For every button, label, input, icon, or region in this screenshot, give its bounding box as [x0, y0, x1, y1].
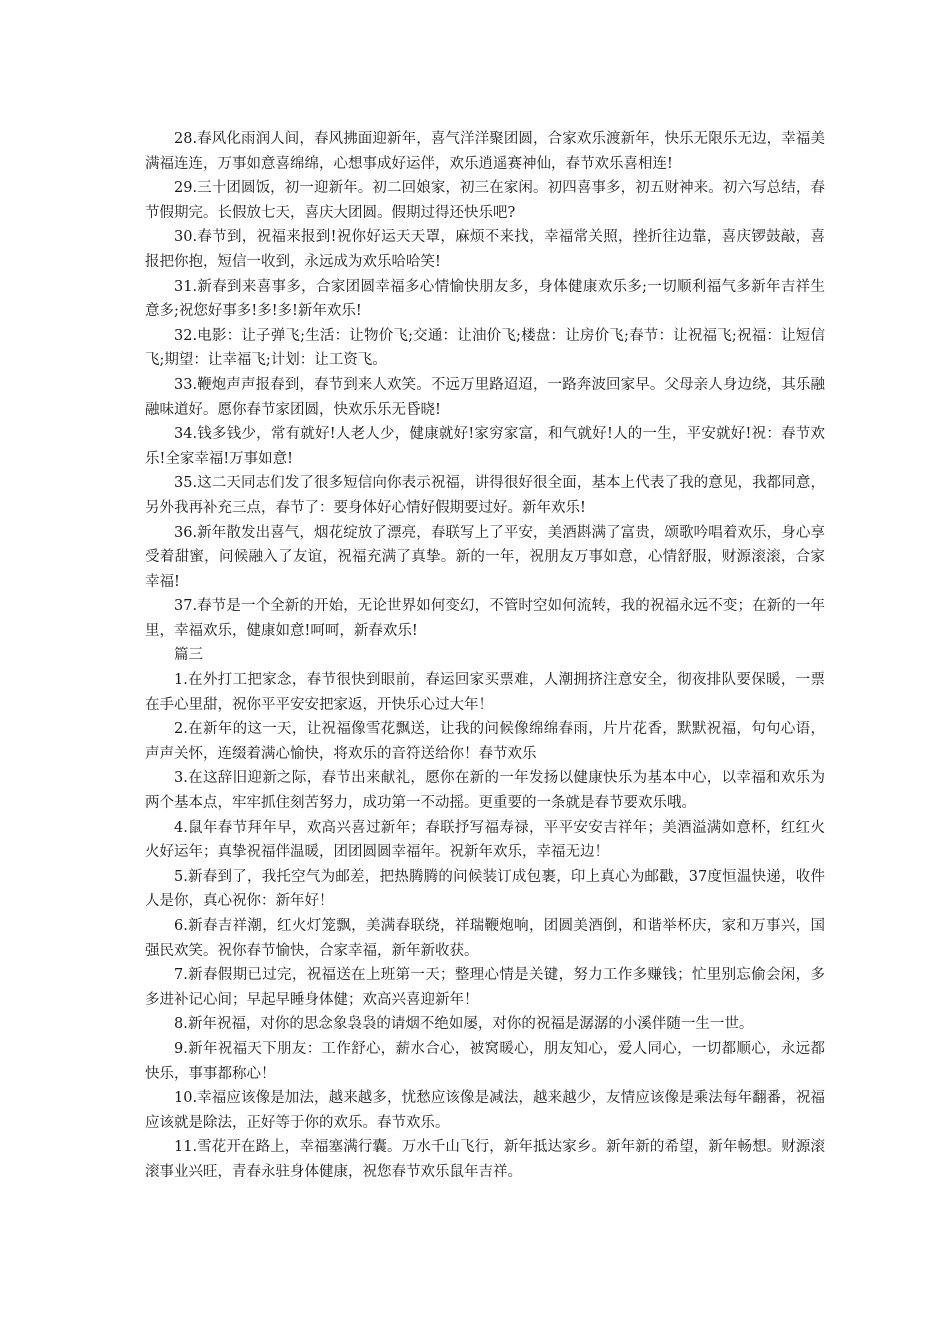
- paragraph-b-6: 6.新春吉祥潮，红火灯笼飘，美满春联绕，祥瑞鞭炮响，团圆美酒倒，和谐举杯庆，家和万事兴，国强民欢笑。祝你春节愉快，合家幸福，新年新收获。: [145, 918, 825, 959]
- paragraph-32: 32.电影：让子弹飞;生活：让物价飞;交通：让油价飞;楼盘：让房价飞;春节：让祝福飞;祝福：让短信飞;期望：让幸福飞;计划：让工资飞。: [145, 327, 825, 369]
- paragraph-b-9: 9.新年祝福天下朋友：工作舒心，薪水合心，被窝暖心，朋友知心，爱人同心，一切都顺心，永远都快乐，事事都称心！: [145, 1040, 825, 1082]
- paragraph-28: 28.春风化雨润人间，春风拂面迎新年，喜气洋洋聚团圆，合家欢乐渡新年，快乐无限乐无边，幸福美满福连连，万事如意喜绵绵，心想事成好运伴，欢乐逍遥赛神仙，春节欢乐喜相连!: [145, 131, 825, 172]
- paragraph-37: 37.春节是一个全新的开始，无论世界如何变幻，不管时空如何流转，我的祝福永远不变；在新的一年里，幸福欢乐，健康如意!呵呵，新春欢乐!: [145, 598, 825, 639]
- paragraph-31: 31.新春到来喜事多，合家团圆幸福多心情愉快朋友多，身体健康欢乐多;一切顺利福气多新年吉祥生意多;祝您好事多!多!多!新年欢乐!: [145, 278, 825, 320]
- paragraph-b-3: 3.在这辞旧迎新之际，春节出来献礼，愿你在新的一年发扬以健康快乐为基本中心，以幸福和欢乐为两个基本点，牢牢抓住刻苦努力，成功第一不动摇。更重要的一条就是春节要欢乐哦。: [145, 770, 825, 812]
- paragraph-b-7: 7.新春假期已过完，祝福送在上班第一天；整理心情是关键，努力工作多赚钱；忙里别忘偷会闲，多多进补记心间；早起早睡身体健；欢高兴喜迎新年！: [145, 967, 825, 1008]
- paragraph-33: 33.鞭炮声声报春到，春节到来人欢笑。不远万里路迢迢，一路奔波回家早。父母亲人身边绕，其乐融融味道好。愿你春节家团圆，快欢乐乐无昏晓!: [145, 376, 825, 418]
- paragraph-b-4: 4.鼠年春节拜年早，欢高兴喜过新年；春联抒写福寿禄，平平安安吉祥年；美酒溢满如意杯，红红火火好运年；真挚祝福伴温暖，团团圆圆幸福年。祝新年欢乐，幸福无边！: [145, 819, 825, 861]
- section-heading: 篇三: [174, 647, 203, 664]
- paragraph-b-8: 8.新年祝福，对你的思念象袅袅的请烟不绝如屡，对你的祝福是潺潺的小溪伴随一生一世。: [174, 1016, 754, 1033]
- paragraph-b-1: 1.在外打工把家念，春节很快到眼前，春运回家买票难，人潮拥挤注意安全，彻夜排队要保暖，一票在手心里甜，祝你平平安安把家返，开快乐心过大年！: [145, 672, 825, 713]
- paragraph-b-11: 11.雪花开在路上，幸福塞满行囊。万水千山飞行，新年抵达家乡。新年新的希望，新年畅想。财源滚滚事业兴旺，青春永驻身体健康，祝您春节欢乐鼠年吉祥。: [145, 1139, 825, 1180]
- paragraph-30: 30.春节到，祝福来报到!祝你好运天天罩，麻烦不来找，幸福常关照，挫折往边靠，喜庆锣鼓敲，喜报把你抱，短信一收到，永远成为欢乐哈哈笑!: [145, 229, 825, 270]
- paragraph-b-2: 2.在新年的这一天，让祝福像雪花飘送，让我的问候像绵绵春雨，片片花香，默默祝福，句句心语，声声关怀，连缀着满心愉快，将欢乐的音符送给你！春节欢乐: [145, 721, 825, 762]
- document-body: [145, 127, 825, 1185]
- paragraph-29: 29.三十团圆饭，初一迎新年。初二回娘家，初三在家闲。初四喜事多，初五财神来。初六写总结，春节假期完。长假放七天，喜庆大团圆。假期过得还快乐吧?: [145, 180, 825, 221]
- paragraph-b-10: 10.幸福应该像是加法，越来越多，忧愁应该像是减法，越来越少，友情应该像是乘法每年翻番，祝福应该就是除法，正好等于你的欢乐。春节欢乐。: [145, 1090, 825, 1131]
- paragraph-b-5: 5.新春到了，我托空气为邮差，把热腾腾的问候装订成包裹，印上真心为邮戳，37度恒温快递，收件人是你，真心祝你：新年好！: [145, 868, 825, 910]
- paragraph-34: 34.钱多钱少，常有就好!人老人少，健康就好!家穷家富，和气就好!人的一生，平安就好!祝：春节欢乐!全家幸福!万事如意!: [145, 426, 825, 467]
- paragraph-35: 35.这二天同志们发了很多短信向你表示祝福，讲得很好很全面，基本上代表了我的意见，我都同意，另外我再补充三点，春节了：要身体好心情好假期要过好。新年欢乐!: [145, 475, 825, 516]
- paragraph-36: 36.新年散发出喜气，烟花绽放了漂亮，春联写上了平安，美酒斟满了富贵，颂歌吟唱着欢乐，身心享受着甜蜜，问候融入了友谊，祝福充满了真挚。新的一年，祝朋友万事如意，心情舒服，财源滚滚，合家幸福!: [145, 524, 825, 590]
